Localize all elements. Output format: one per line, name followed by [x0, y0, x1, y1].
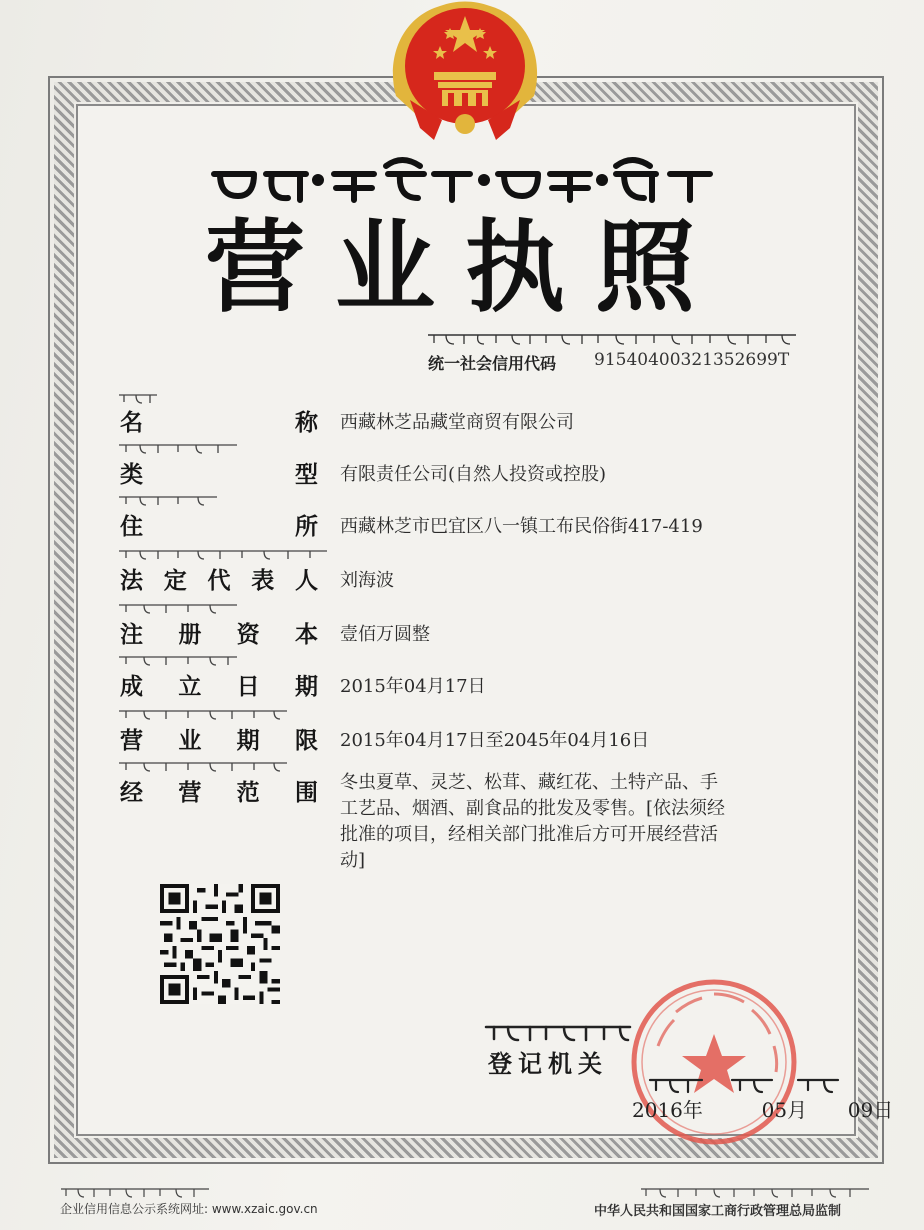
scope-line: 动]: [340, 850, 366, 871]
credit-code-tibetan-script: [426, 330, 798, 346]
footer-left-tibetan-script: [60, 1186, 210, 1198]
field-tibetan-script: [118, 602, 238, 614]
field-value-business-term: 2015年04月17日至2045年04月16日: [340, 730, 650, 751]
field-tibetan-script: [118, 548, 328, 560]
field-value-legal-representative: 刘海波: [340, 570, 394, 591]
tibetan-title-script: [204, 152, 724, 206]
field-label-establishment-date: 成 立 日 期: [120, 674, 318, 700]
registration-tibetan-script: [484, 1020, 634, 1042]
field-tibetan-script: [118, 442, 238, 454]
field-tibetan-script: [118, 760, 288, 772]
credit-code-label: 统一社会信用代码: [428, 354, 557, 373]
field-label-address: 住 所: [120, 514, 318, 540]
field-label-type: 类 型: [120, 462, 318, 488]
issue-date-day: 09日: [847, 1098, 894, 1122]
issue-date-year: 2016年: [632, 1098, 703, 1122]
qr-code[interactable]: [160, 884, 280, 1004]
field-label-legal-representative: 法 定 代 表 人: [120, 568, 318, 594]
scope-line: 批准的项目，经相关部门批准后方可开展经营活: [340, 824, 718, 845]
footer-issuer: 中华人民共和国国家工商行政管理总局监制: [594, 1204, 842, 1219]
field-label-registered-capital: 注 册 资 本: [120, 622, 318, 648]
field-tibetan-script: [118, 392, 158, 404]
document-title: 营业执照: [205, 209, 725, 326]
registration-authority-label: 登记机关: [488, 1050, 608, 1078]
field-value-registered-capital: 壹佰万圆整: [340, 624, 430, 645]
national-emblem-icon: [382, 0, 548, 146]
field-label-name: 名 称: [120, 410, 318, 436]
field-value-business-scope: [340, 770, 864, 874]
field-value-address: 西藏林芝市巴宜区八一镇工布民俗街417-419: [340, 516, 703, 537]
footer-right-tibetan-script: [640, 1186, 870, 1198]
scope-line: 冬虫夏草、灵芝、松茸、藏红花、土特产品、手: [340, 772, 718, 793]
field-label-business-scope: 经 营 范 围: [120, 780, 318, 806]
field-value-establishment-date: 2015年04月17日: [340, 676, 486, 697]
issue-date: [632, 1094, 893, 1123]
scope-line: 工艺品、烟酒、副食品的批发及零售。[依法须经: [340, 798, 726, 819]
field-tibetan-script: [118, 708, 288, 720]
field-tibetan-script: [118, 654, 238, 666]
field-label-business-term: 营 业 期 限: [120, 728, 318, 754]
credit-code-value: 91540400321352699T: [594, 350, 790, 370]
field-value-name: 西藏林芝品藏堂商贸有限公司: [340, 412, 574, 433]
footer-website: 企业信用信息公示系统网址: www.xzaic.gov.cn: [60, 1202, 318, 1216]
date-tibetan-script: [648, 1074, 848, 1094]
issue-date-month: 05月: [761, 1098, 808, 1122]
field-value-type: 有限责任公司(自然人投资或控股): [340, 464, 607, 485]
field-tibetan-script: [118, 494, 218, 506]
